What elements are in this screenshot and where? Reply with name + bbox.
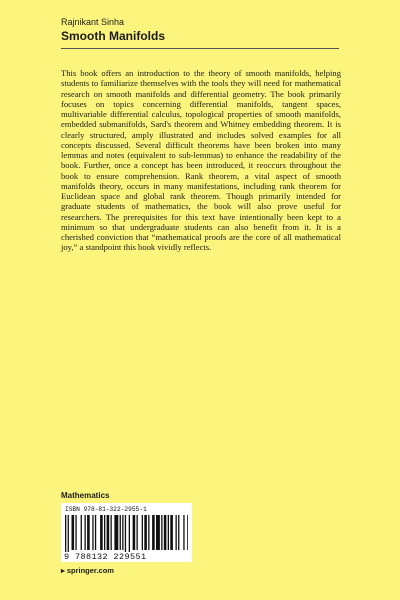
barcode-stripe xyxy=(72,515,75,550)
barcode-stripe xyxy=(170,515,173,550)
barcode-stripe xyxy=(137,515,138,550)
barcode-stripe xyxy=(168,515,169,550)
barcode-stripe xyxy=(65,515,66,555)
barcode-stripe xyxy=(144,515,147,550)
ean-digits: 9 788132 229551 xyxy=(64,552,147,562)
barcode-stripe xyxy=(100,515,103,550)
barcode-stripe xyxy=(156,515,160,550)
barcode-stripe xyxy=(122,515,123,550)
barcode-stripe xyxy=(129,515,130,555)
barcode-stripe xyxy=(161,515,162,550)
barcode-stripe xyxy=(120,515,121,550)
barcode-stripe xyxy=(81,515,82,550)
barcode-stripe xyxy=(164,515,167,550)
barcode-stripe xyxy=(125,515,126,555)
barcode-stripe xyxy=(148,515,149,550)
subject-category: Mathematics xyxy=(61,491,110,500)
barcode-stripe xyxy=(107,515,110,550)
barcode-stripe xyxy=(183,515,184,550)
barcode-stripe xyxy=(176,515,177,550)
barcode-stripe xyxy=(187,515,188,550)
barcode-stripe xyxy=(95,515,96,550)
barcode-stripe xyxy=(178,515,179,550)
barcode-stripe xyxy=(111,515,112,550)
barcode-stripe xyxy=(142,515,143,550)
barcode-stripe xyxy=(75,515,76,550)
publisher-website: ▸ springer.com xyxy=(61,566,114,575)
author-name: Rajnikant Sinha xyxy=(61,17,125,27)
book-title: Smooth Manifolds xyxy=(61,29,165,43)
barcode-stripe xyxy=(68,515,69,555)
barcode-stripe xyxy=(85,515,86,550)
title-divider xyxy=(61,48,339,49)
barcode-panel xyxy=(61,503,192,562)
barcode-stripe xyxy=(133,515,136,550)
barcode-stripe xyxy=(92,515,93,550)
barcode-stripe xyxy=(152,515,155,550)
barcode-stripe xyxy=(104,515,105,550)
barcode-stripe xyxy=(87,515,90,550)
barcode-stripe xyxy=(114,515,118,550)
barcode-image xyxy=(65,515,188,555)
book-description: This book offers an introduction to the theory of smooth manifolds, helping students to familiarize themselves with the tools they will need for mathematical research on smooth manifolds and differential geometry. The book primarily focuses on topics concerning differential manifolds, tangent spaces, multivariable differential calculus, topological properties of smooth manifolds, embedded submanifolds, Sard's theorem and Whitney embedding theorem. It is clearly structured, amply illustrated and includes solved examples for all concepts discussed. Several difficult theorems have been broken into many lemmas and notes (equivalent to sub-lemmas) to enhance the readability of the book. Further, once a concept has been introduced, it reoccurs throughout the book to ensure comprehension. Rank theorem, a vital aspect of smooth manifolds theory, occurs in many manifestations, including rank theorem for Euclidean space and global rank theorem. Though primarily intended for graduate students of mathematics, the book will also prove useful for researchers. The prerequisites for this text have intentionally been kept to a minimum so that undergraduate students can also benefit from it. It is a cherished conviction that “mathematical proofs are the core of all mathematical joy,” a standpoint this book vividly reflects. xyxy=(61,68,341,253)
isbn-label: ISBN 978-81-322-2955-1 xyxy=(65,506,147,513)
